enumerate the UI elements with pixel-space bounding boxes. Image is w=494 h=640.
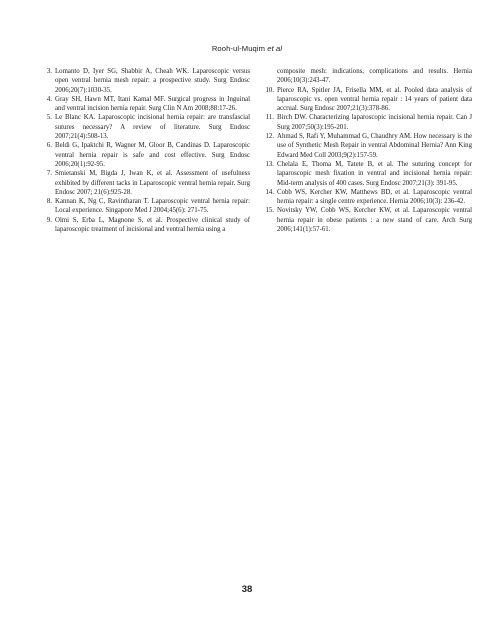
reference-text: Olmi S, Erba L, Magnone S, et al. Prospective clinical study of laparoscopic treatment of incisional and ventral hernia using a: [55, 216, 250, 234]
reference-text: Le Blanc KA. Laparoscopic incisional hernia repair: are transfascial sutures necessary? A review of literature. Surg Endosc 2007;21(4):508-13.: [55, 114, 250, 141]
reference-item: [36, 113, 250, 141]
reference-number: 14.: [265, 188, 274, 196]
reference-item: [36, 95, 250, 114]
reference-item: [258, 132, 472, 160]
reference-item: [258, 188, 472, 207]
reference-item: [36, 197, 250, 216]
reference-number: 4.: [46, 95, 52, 103]
reference-text: Cobb WS, Kercher KW, Matthews BD, et al. Laparoscopic ventral hernia repair: a single centre experience. Hernia 2006;10(3): 236-42.: [277, 188, 472, 206]
reference-text: Ahmad S, Rafi Y, Muhammad G, Chaudhry AM. How necessary is the use of Synthetic Mesh Repair in ventral Abdominal Hernia? Ann King Edward Med Coll 2003;9(2):157-59.: [277, 133, 472, 159]
reference-text: composite mesh: indications, complications and results. Hernia 2006;10(3):243-47.: [277, 68, 472, 85]
reference-text: Smietanski M, Bigda J, Iwan K, et al. Assessment of usefulness exhibited by different tacks in Laparoscopic ventral hernia repair. Surg Endosc 2007; 21(6):925-28.: [55, 170, 250, 196]
reference-text: Chelala E, Thoma M, Tatete B, et al. The suturing concept for laparoscopic mesh fixation in ventral and incisional hernia repair: Mid-term analysis of 400 cases. Surg Endosc 2007;21(3): 391-95.: [277, 160, 472, 187]
running-head-author: Rooh-ul-Muqim: [211, 44, 266, 53]
reference-text: Pierce RA, Spitler JA, Frisella MM, et al. Pooled data analysis of laparoscopic vs. open ventral hernia repair : 14 years of patient data accrual. Surg Endosc 2007;21(3):378-86.: [277, 86, 472, 113]
reference-text: Gray SH, Hawn MT, Itani Kamal MF. Surgical progress in Inguinal and ventral incision hernia repair. Surg Clin N Am 2008;88:17-26.: [55, 95, 250, 113]
page-number: 38: [241, 584, 253, 595]
running-head: [0, 44, 494, 53]
reference-text: Beldi G, Ipaktchi R, Wagner M, Gloor B, Candinas D. Laparoscopic ventral hernia repair is safe and cost effective. Surg Endosc 2006;20(1):92-95.: [55, 142, 250, 168]
reference-number: 8.: [46, 198, 52, 206]
reference-number: 13.: [265, 160, 274, 168]
reference-item: [258, 113, 472, 132]
reference-text: Lomanto D, Iyer SG, Shabbir A, Cheah WK. Laparoscopic versus open ventral hernia mesh repair: a prospective study. Surg Endosc 2006;20(7):1030-35.: [55, 68, 250, 94]
reference-item: [258, 160, 472, 188]
reference-item: [36, 67, 250, 95]
references-right-column: [258, 67, 472, 234]
reference-item: [36, 141, 250, 169]
reference-number: 15.: [265, 207, 274, 215]
reference-item: [36, 216, 250, 235]
reference-text: Birch DW. Characterizing laparoscopic incisional hernia repair. Can J Surg 2007;50(3):195-201.: [277, 114, 472, 131]
running-head-etal: et al: [267, 44, 283, 53]
reference-item: [36, 169, 250, 197]
reference-text: Novitsky YW, Cobb WS, Kercher KW, et al. Laparoscopic ventral hernia repair in obese patients : a new stand of care. Arch Surg 2006;141(1):57-61.: [277, 207, 472, 234]
reference-item: [258, 86, 472, 114]
reference-text: Kannan K, Ng C, Ravintharan T. Laparoscopic ventral hernia repair: Local experience. Singapore Med J 2004;45(6): 271-75.: [55, 198, 250, 215]
reference-number: 6.: [46, 142, 52, 150]
reference-item: [258, 206, 472, 234]
reference-number: 11.: [265, 114, 274, 122]
reference-number: 9.: [46, 216, 52, 224]
references-left-column: [36, 67, 250, 234]
reference-number: 10.: [265, 86, 274, 94]
reference-number: 5.: [46, 114, 52, 122]
reference-number: 12.: [265, 133, 274, 141]
reference-number: 7.: [46, 170, 52, 178]
reference-number: 3.: [46, 68, 52, 75]
reference-item-continued: [258, 67, 472, 86]
